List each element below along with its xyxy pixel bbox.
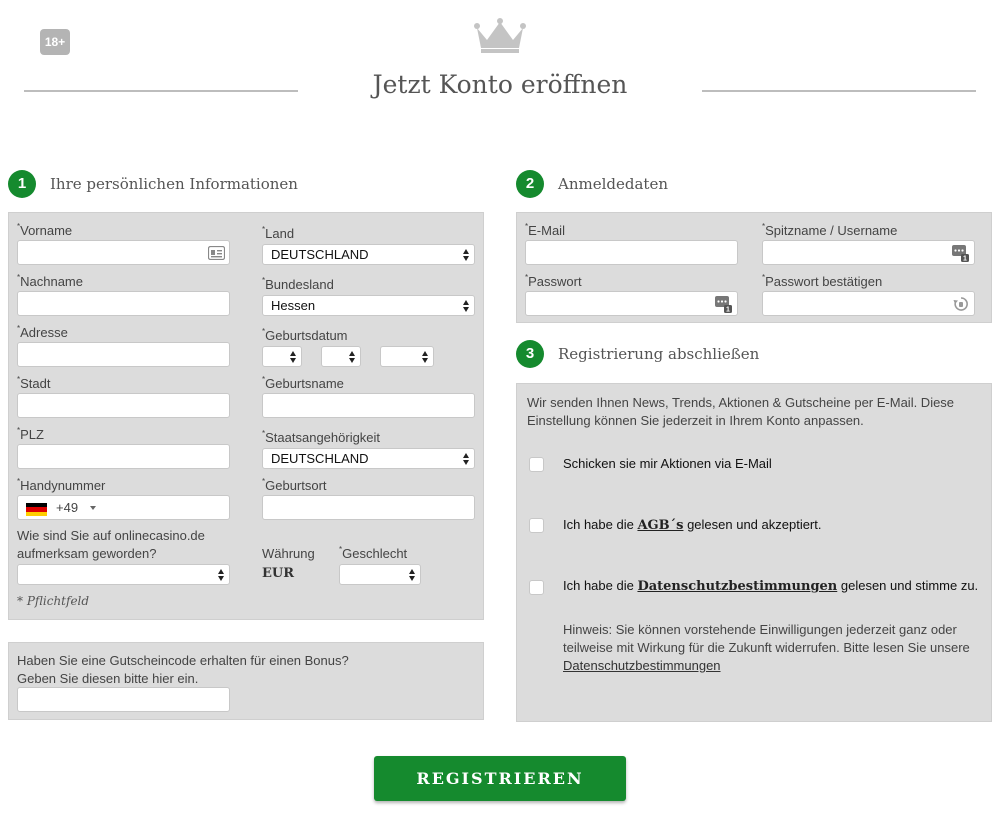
step-login-data [516, 170, 668, 198]
newsletter-info-line1: Wir senden Ihnen News, Trends, Aktionen & Gutscheine per E-Mail. Diese [527, 395, 955, 410]
land-label: *Land [262, 225, 295, 241]
staat-select-value: DEUTSCHLAND [271, 451, 369, 466]
vorname-input[interactable] [17, 240, 230, 265]
nachname-label: *Nachname [17, 273, 83, 289]
step-label: Ihre persönlichen Informationen [50, 175, 298, 193]
plz-label: *PLZ [17, 426, 44, 442]
hint-line1: Hinweis: Sie können vorstehende Einwilligungen jederzeit ganz oder [563, 622, 957, 637]
username-input[interactable] [762, 240, 975, 265]
geburtsname-label: *Geburtsname [262, 375, 344, 391]
step-number: 3 [516, 340, 544, 368]
step-label: Registrierung abschließen [558, 345, 760, 363]
hint-privacy-link[interactable]: Datenschutzbestimmungen [563, 658, 721, 673]
birth-day-select[interactable] [262, 346, 302, 367]
phone-input[interactable] [17, 495, 230, 520]
hint-line2: teilweise mit Wirkung für die Zukunft widerrufen. Bitte lesen Sie unsere [563, 640, 970, 655]
personal-info-panel [8, 212, 484, 620]
adresse-input[interactable] [17, 342, 230, 367]
step-label: Anmeldedaten [558, 175, 668, 193]
geburtsort-label: *Geburtsort [262, 477, 327, 493]
plz-input[interactable] [17, 444, 230, 469]
voucher-code-input[interactable] [17, 687, 230, 712]
voucher-instruction: Geben Sie diesen bitte hier ein. [17, 671, 199, 686]
land-select-value: DEUTSCHLAND [271, 247, 369, 262]
page-title: Jetzt Konto eröffnen [372, 70, 628, 99]
password-manager-icon[interactable] [952, 244, 970, 262]
password-confirm-label: *Passwort bestätigen [762, 273, 883, 289]
staat-select[interactable] [262, 448, 475, 469]
bundesland-select-value: Hessen [271, 298, 316, 313]
newsletter-checkbox[interactable] [529, 457, 544, 472]
email-input[interactable] [525, 240, 738, 265]
crown-icon [473, 18, 527, 54]
waehrung-value: EUR [262, 566, 295, 581]
title-rule-left [24, 90, 298, 92]
agb-checkbox-label: Ich habe die AGB´s gelesen und akzeptiert. [563, 517, 822, 533]
stadt-input[interactable] [17, 393, 230, 418]
key-refresh-icon[interactable] [953, 296, 969, 312]
finish-panel [516, 383, 992, 722]
svg-text:1: 1 [963, 255, 967, 262]
geburtsort-input[interactable] [262, 495, 475, 520]
germany-flag-icon[interactable] [26, 503, 47, 516]
step-finish [516, 340, 759, 368]
password-input[interactable] [525, 291, 738, 316]
vorname-label: *Vorname [17, 222, 73, 238]
adresse-label: *Adresse [17, 324, 68, 340]
age-18-badge: 18+ [40, 29, 70, 55]
privacy-checkbox[interactable] [529, 580, 544, 595]
voucher-panel [8, 642, 484, 720]
password-confirm-input[interactable] [762, 291, 975, 316]
register-button[interactable]: REGISTRIEREN [374, 756, 626, 801]
step-number: 2 [516, 170, 544, 198]
nachname-input[interactable] [17, 291, 230, 316]
required-note: * Pflichtfeld [17, 594, 90, 608]
step-number: 1 [8, 170, 36, 198]
source-question-label: Wie sind Sie auf onlinecasino.de aufmerksam geworden? [17, 528, 205, 561]
birth-month-select[interactable] [321, 346, 361, 367]
phone-country-code[interactable]: +49 [56, 500, 79, 515]
waehrung-label: Währung [262, 546, 315, 561]
geburtsname-input[interactable] [262, 393, 475, 418]
username-label: *Spitzname / Username [762, 222, 898, 238]
title-rule-right [702, 90, 976, 92]
agb-link[interactable]: AGB´s [637, 518, 684, 533]
privacy-link[interactable]: Datenschutzbestimmungen [637, 579, 838, 594]
handy-label: *Handynummer [17, 477, 106, 493]
birth-year-select[interactable] [380, 346, 434, 367]
staat-label: *Staatsangehörigkeit [262, 429, 381, 445]
agb-checkbox[interactable] [529, 518, 544, 533]
email-label: *E-Mail [525, 222, 565, 238]
login-data-panel [516, 212, 992, 323]
privacy-checkbox-label: Ich habe die Datenschutzbestimmungen gelesen und stimme zu. [563, 578, 979, 594]
contact-card-icon [208, 246, 225, 260]
newsletter-checkbox-label: Schicken sie mir Aktionen via E-Mail [563, 456, 772, 471]
stadt-label: *Stadt [17, 375, 51, 391]
bundesland-select[interactable] [262, 295, 475, 316]
geburtsdatum-label: *Geburtsdatum [262, 327, 348, 343]
password-label: *Passwort [525, 273, 582, 289]
svg-text:1: 1 [726, 306, 730, 313]
land-select[interactable] [262, 244, 475, 265]
caret-down-icon[interactable] [90, 506, 96, 510]
password-manager-icon[interactable] [715, 295, 733, 313]
bundesland-label: *Bundesland [262, 276, 334, 292]
voucher-question: Haben Sie eine Gutscheincode erhalten für einen Bonus? [17, 653, 349, 668]
geschlecht-label: *Geschlecht [339, 545, 408, 561]
geschlecht-select[interactable] [339, 564, 421, 585]
step-personal-info [8, 170, 298, 198]
source-select[interactable] [17, 564, 230, 585]
newsletter-info-line2: Einstellung können Sie jederzeit in Ihrem Konto anpassen. [527, 413, 864, 428]
